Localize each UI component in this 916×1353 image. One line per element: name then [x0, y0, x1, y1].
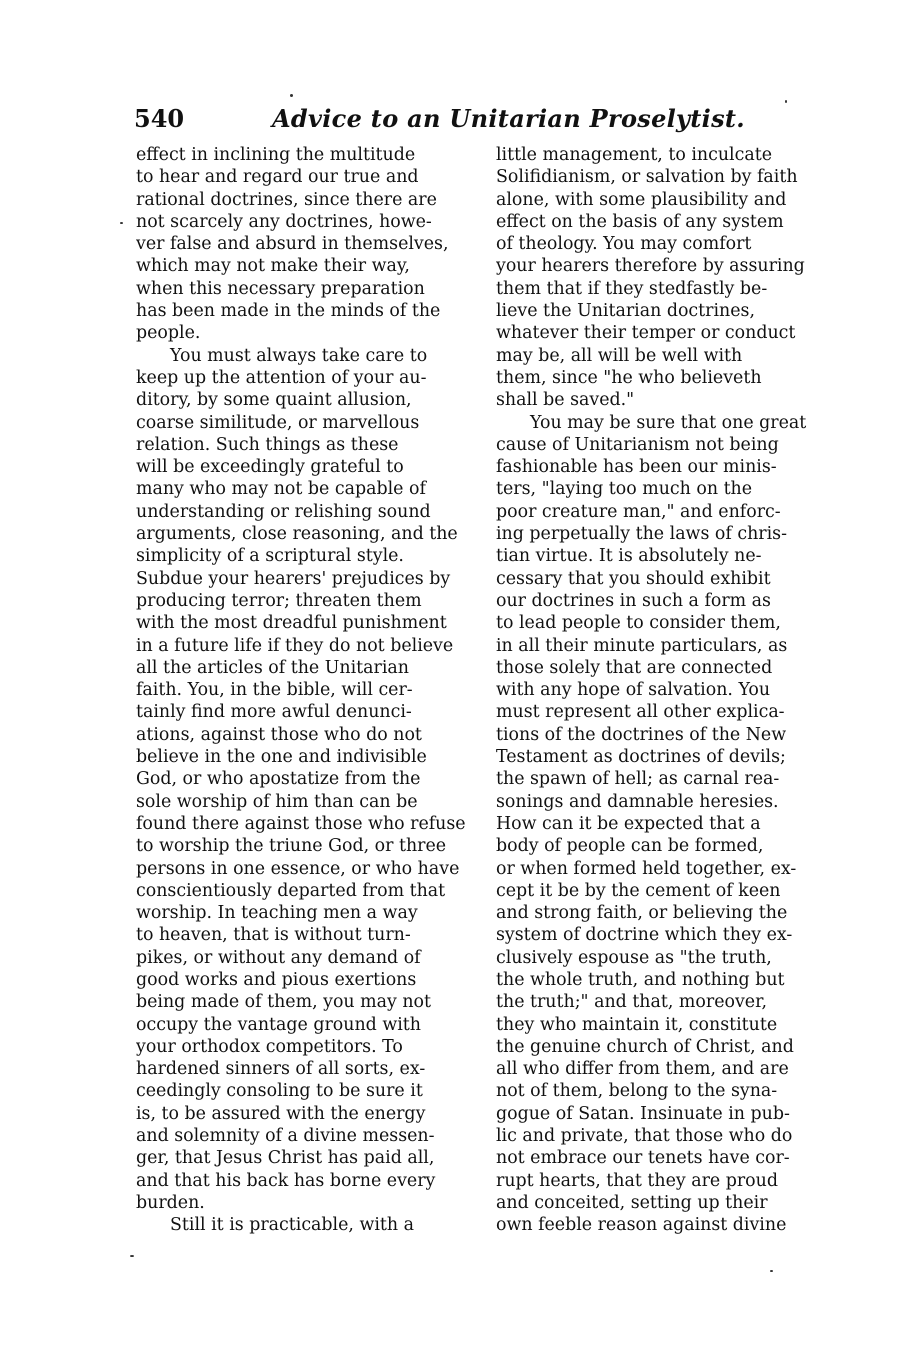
left-column-line: effect in inclining the multitude	[136, 145, 416, 165]
right-column-line: those solely that are connected	[496, 657, 773, 678]
right-column-line: shall be saved."	[496, 390, 635, 411]
right-column-line: You may be sure that one great	[530, 412, 807, 433]
left-column-line: worship. In teaching men a way	[136, 903, 418, 924]
right-column-line: they who maintain it, constitute	[496, 1014, 778, 1035]
right-column-line: ing perpetually the laws of chris-	[496, 524, 787, 545]
left-column-line: coarse similitude, or marvellous	[136, 412, 420, 433]
left-column-line: believe in the one and indivisible	[136, 747, 427, 768]
right-column-line: our doctrines in such a form as	[496, 590, 771, 611]
scan-speck	[130, 1255, 134, 1257]
right-column-line: of theology. You may comfort	[496, 234, 752, 255]
page-number: 540	[134, 104, 185, 133]
left-column-line: faith. You, in the bible, will cer-	[136, 680, 413, 701]
left-column-line: understanding or relishing sound	[136, 501, 431, 522]
left-column-line: when this necessary preparation	[136, 278, 425, 299]
right-column-line: whatever their temper or conduct	[496, 323, 796, 344]
left-column-line: and that his back has borne every	[136, 1170, 436, 1191]
left-column-line: Still it is practicable, with a	[170, 1215, 414, 1236]
right-column-line: Solifidianism, or salvation by faith	[496, 167, 798, 188]
page-header	[134, 104, 834, 138]
right-column-line: How can it be expected that a	[496, 813, 761, 834]
left-column-line: ceedingly consoling to be sure it	[136, 1081, 423, 1102]
right-column-line: the whole truth, and nothing but	[496, 969, 785, 990]
left-column-line: relation. Such things as these	[136, 434, 399, 455]
right-column-line: cessary that you should exhibit	[496, 568, 771, 589]
left-column-line: which may not make their way,	[136, 256, 410, 277]
left-column-line: to hear and regard our true and	[136, 167, 419, 188]
right-column-line: ters, "laying too much on the	[496, 479, 753, 500]
right-column-line: may be, all will be well with	[496, 345, 743, 366]
right-column-line: alone, with some plausibility and	[496, 189, 787, 210]
left-column-line: people.	[136, 323, 201, 344]
left-column-line: arguments, close reasoning, and the	[136, 524, 458, 545]
left-column-line: You must always take care to	[170, 345, 428, 366]
left-column-line: with the most dreadful punishment	[136, 613, 447, 634]
right-column-line: and strong faith, or believing the	[496, 903, 788, 924]
right-column-line: clusively espouse as "the truth,	[496, 947, 772, 968]
left-column-line: burden.	[136, 1192, 205, 1213]
right-column-line: gogue of Satan. Insinuate in pub-	[496, 1103, 790, 1124]
left-column-line: all the articles of the Unitarian	[136, 657, 409, 678]
left-column-line: producing terror; threaten them	[136, 590, 422, 611]
right-column-line: your hearers therefore by assuring	[496, 256, 805, 277]
right-column-line: own feeble reason against divine	[496, 1215, 787, 1236]
left-column-line: is, to be assured with the energy	[136, 1103, 426, 1124]
left-column-line: persons in one essence, or who have	[136, 858, 460, 879]
right-column-line: lic and private, that those who do	[496, 1126, 793, 1147]
right-column-line: fashionable has been our minis-	[496, 457, 777, 478]
left-column-line: ger, that Jesus Christ has paid all,	[136, 1148, 435, 1169]
scan-speck	[290, 94, 293, 97]
left-column-line: pikes, or without any demand of	[136, 947, 421, 968]
right-column-line: the genuine church of Christ, and	[496, 1036, 794, 1057]
right-column-line: lieve the Unitarian doctrines,	[496, 301, 755, 322]
right-text-column	[496, 144, 826, 1237]
right-column-line: system of doctrine which they ex-	[496, 925, 793, 946]
left-column-line: and solemnity of a divine messen-	[136, 1126, 435, 1147]
right-column-line: Testament as doctrines of devils;	[496, 747, 786, 768]
left-column-line: conscientiously departed from that	[136, 880, 446, 901]
right-column-line: not embrace our tenets have cor-	[496, 1148, 790, 1169]
left-column-line: not scarcely any doctrines, howe-	[136, 211, 432, 232]
left-column-line: ditory, by some quaint allusion,	[136, 390, 412, 411]
right-column-line: must represent all other explica-	[496, 702, 785, 723]
right-column-line: cause of Unitarianism not being	[496, 434, 779, 455]
left-column-line: your orthodox competitors. To	[136, 1036, 403, 1057]
left-column-line: being made of them, you may not	[136, 992, 432, 1013]
right-column-line: poor creature man," and enforc-	[496, 501, 781, 522]
right-column-line: tions of the doctrines of the New	[496, 724, 787, 745]
right-column-line: little management, to inculcate	[496, 145, 772, 165]
left-column-line: sole worship of him than can be	[136, 791, 418, 812]
scan-speck	[770, 1270, 773, 1272]
right-column-line: effect on the basis of any system	[496, 211, 784, 232]
left-column-line: will be exceedingly grateful to	[136, 457, 404, 478]
left-column-line: keep up the attention of your au-	[136, 367, 427, 388]
right-column-line: not of them, belong to the syna-	[496, 1081, 778, 1102]
right-column-line: and conceited, setting up their	[496, 1192, 768, 1213]
right-column-line: the spawn of hell; as carnal rea-	[496, 769, 780, 790]
left-column-line: rational doctrines, since there are	[136, 189, 437, 210]
left-column-line: ver false and absurd in themselves,	[136, 234, 449, 255]
right-column-line: sonings and damnable heresies.	[496, 791, 779, 812]
left-column-line: tainly find more awful denunci-	[136, 702, 412, 723]
right-column-line: them, since "he who believeth	[496, 367, 762, 388]
left-text-column	[136, 144, 491, 1237]
right-column-line: body of people can be formed,	[496, 836, 764, 857]
right-column-line: or when formed held together, ex-	[496, 858, 797, 879]
right-column-line: rupt hearts, that they are proud	[496, 1170, 778, 1191]
left-column-line: ations, against those who do not	[136, 724, 422, 745]
scan-speck	[785, 100, 787, 103]
right-column-line: all who differ from them, and are	[496, 1059, 789, 1080]
left-column-line: hardened sinners of all sorts, ex-	[136, 1059, 426, 1080]
left-column-line: simplicity of a scriptural style.	[136, 546, 404, 567]
left-column-line: to worship the triune God, or three	[136, 836, 447, 857]
left-column-line: has been made in the minds of the	[136, 301, 441, 322]
right-column-line: to lead people to consider them,	[496, 613, 781, 634]
right-column-line: the truth;" and that, moreover,	[496, 992, 767, 1013]
right-column-line: with any hope of salvation. You	[496, 680, 771, 701]
left-column-line: good works and pious exertions	[136, 969, 417, 990]
left-column-line: to heaven, that is without turn-	[136, 925, 411, 946]
left-column-line: many who may not be capable of	[136, 479, 426, 500]
right-column-line: them that if they stedfastly be-	[496, 278, 768, 299]
left-column-line: occupy the vantage ground with	[136, 1014, 421, 1035]
left-column-line: found there against those who refuse	[136, 813, 466, 834]
right-column-line: tian virtue. It is absolutely ne-	[496, 546, 762, 567]
left-column-line: in a future life if they do not believe	[136, 635, 454, 656]
running-title: Advice to an Unitarian Proselytist.	[272, 104, 745, 133]
right-column-line: cept it be by the cement of keen	[496, 880, 781, 901]
right-column-line: in all their minute particulars, as	[496, 635, 788, 656]
left-column-line: God, or who apostatize from the	[136, 769, 421, 790]
left-column-line: Subdue your hearers' prejudices by	[136, 568, 451, 589]
scan-speck	[120, 222, 123, 224]
